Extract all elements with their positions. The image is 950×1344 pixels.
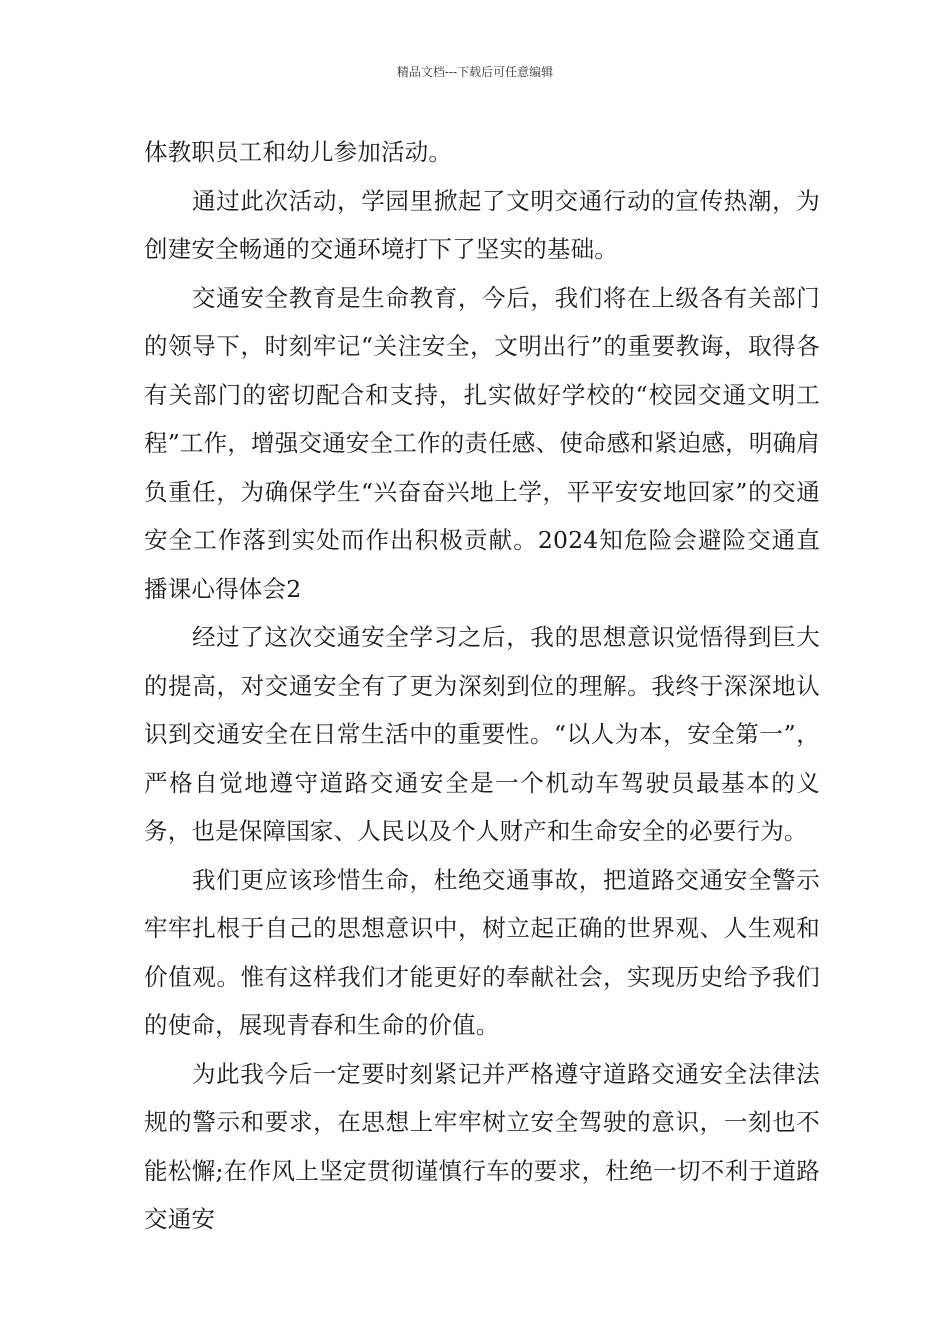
paragraph-1: 体教职员工和幼儿参加活动。: [144, 138, 453, 166]
document-body: [144, 128, 820, 1244]
paragraph-6: 为此我今后一定要时刻紧记并严格遵守道路交通安全法律法规的警示和要求，在思想上牢牢树立安全驾驶的意识，一刻也不能松懈;在作风上坚定贯彻谨慎行车的要求，杜绝一切不利于道路交通安: [144, 1059, 820, 1233]
paragraph-2: 通过此次活动，学园里掀起了文明交通行动的宣传热潮，为创建安全畅通的交通环境打下了坚实的基础。: [144, 186, 820, 263]
paragraph-4: 经过了这次交通安全学习之后，我的思想意识觉悟得到巨大的提高，对交通安全有了更为深刻到位的理解。我终于深深地认识到交通安全在日常生活中的重要性。“以人为本，安全第一”，严格自觉地遵守道路交通安全是一个机动车驾驶员最基本的义务，也是保障国家、人民以及个人财产和生命安全的必要行为。: [144, 623, 820, 845]
page-header: 精品文档---下载后可任意编辑: [396, 65, 554, 79]
paragraph-3: 交通安全教育是生命教育，今后，我们将在上级各有关部门的领导下，时刻牢记“关注安全，文明出行”的重要教诲，取得各有关部门的密切配合和支持，扎实做好学校的“校园交通文明工程”工作，增强交通安全工作的责任感、使命感和紧迫感，明确肩负重任，为确保学生“兴奋奋兴地上学，平平安安地回家”的交通安全工作落到实处而作出积极贡献。2024知危险会避险交通直播课心得体会2: [144, 283, 820, 603]
paragraph-5: 我们更应该珍惜生命，杜绝交通事故，把道路交通安全警示牢牢扎根于自己的思想意识中，树立起正确的世界观、人生观和价值观。惟有这样我们才能更好的奉献社会，实现历史给予我们的使命，展现青春和生命的价值。: [144, 865, 820, 1039]
